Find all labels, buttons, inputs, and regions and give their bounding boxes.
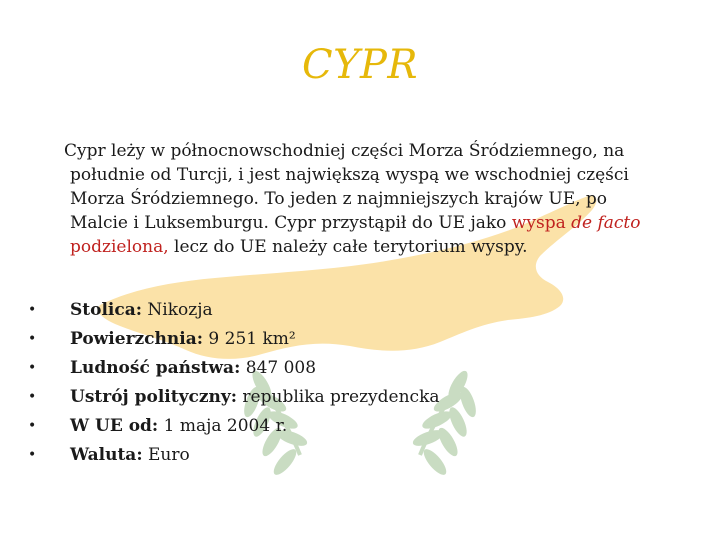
fact-label: Ustrój polityczny: [70,387,238,407]
fact-population [22,354,440,383]
intro-text-part1: południe od Turcji, i jest największą wyspą we wschodniej części Morza Śródziemnego. To jeden z najmniejszych krajów UE, po Malcie i Luksemburgu. Cypr przystąpił do UE jako [70,165,629,233]
bullet-icon: • [28,447,37,463]
bullet-icon: • [28,331,37,347]
fact-capital [22,296,440,325]
intro-paragraph [48,139,658,259]
intro-highlight-de-facto: de facto [571,213,641,233]
facts-list [22,296,440,470]
fact-value: republika prezydencka [237,387,440,407]
fact-label: Stolica: [70,300,143,320]
fact-value: 9 251 km² [203,329,296,349]
fact-political-system [22,383,440,412]
fact-value: 847 008 [240,358,317,378]
fact-label: W UE od: [70,416,159,436]
intro-highlight-island: wyspa [511,213,572,233]
intro-text-part2: lecz do UE należy całe terytorium wyspy. [168,237,528,257]
fact-eu-since [22,412,440,441]
fact-value: 1 maja 2004 r. [158,416,288,436]
slide-title: CYPR [301,42,419,88]
fact-label: Ludność państwa: [70,358,241,378]
intro-first-line: Cypr leży w północnowschodniej części Morza Śródziemnego, na [64,141,625,161]
fact-value: Nikozja [142,300,213,320]
fact-currency [22,441,440,470]
fact-label: Powierzchnia: [70,329,204,349]
fact-label: Waluta: [70,445,143,465]
intro-continuation [48,163,658,259]
fact-value: Euro [142,445,190,465]
bullet-icon: • [28,302,37,318]
bullet-icon: • [28,389,37,405]
bullet-icon: • [28,360,37,376]
intro-highlight-divided: podzielona, [70,237,169,257]
bullet-icon: • [28,418,37,434]
fact-area [22,325,440,354]
